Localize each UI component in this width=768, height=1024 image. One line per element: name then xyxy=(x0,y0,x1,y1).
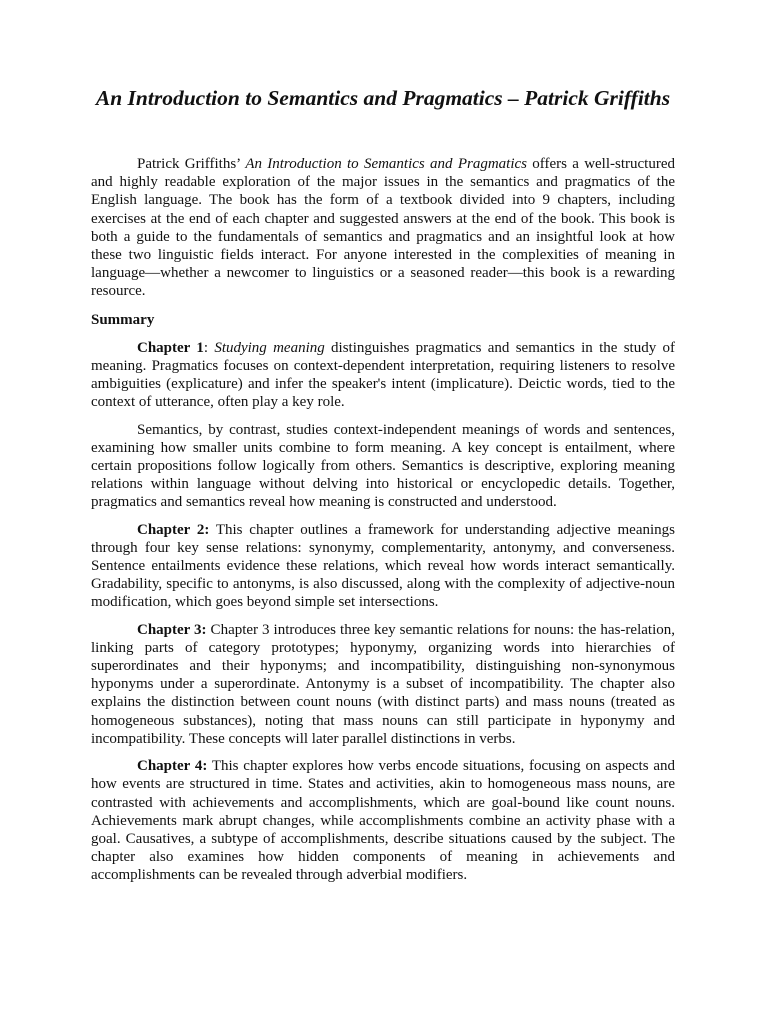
chapter-2-label: Chapter 2: xyxy=(137,521,210,538)
intro-book-title: An Introduction to Semantics and Pragmatics xyxy=(245,156,527,172)
intro-paragraph xyxy=(91,155,675,301)
chapter-3-text: Chapter 3 introduces three key semantic relations for nouns: the has-relation, linking parts of category prototypes; hyponymy, organizing words into hierarchies of superordinates and their hyponyms; and incompatibility, distinguishing non-synonymous hyponyms under a superordinate. Antonymy is a subset of incompatibility. The chapter also explains the distinction between count nouns (with distinct parts) and mass nouns (treated as homogeneous substances), noting that mass nouns can still participate in hyponymy and incompatibility. These concepts will later parallel distinctions in verbs. xyxy=(91,621,675,747)
summary-heading: Summary xyxy=(91,311,155,328)
chapter-1-text: distinguishes pragmatics and semantics in the study of meaning. Pragmatics focuses on context-dependent interpretation, requiring listeners to resolve ambiguities (explicature) and infer the speaker's intent (implicature). Deictic words, tied to the context of utterance, often play a key role. xyxy=(91,339,675,411)
chapter-1-label: Chapter 1 xyxy=(137,339,204,356)
chapter-4-text: This chapter explores how verbs encode situations, focusing on aspects and how events are structured in time. States and activities, akin to homogeneous mass nouns, are contrasted with achievements and accomplishments, which are goal-bound like count nouns. Achievements mark abrupt changes, while accomplishments combine an activity phase with a goal. Causatives, a subtype of accomplishments, describe situations caused by the subject. The chapter also examines how hidden components of meaning in achievements and accomplishments can be revealed through adverbial modifiers. xyxy=(91,758,675,884)
chapter-1-subtitle: Studying meaning xyxy=(214,339,325,356)
document-page xyxy=(91,84,675,894)
chapter-1-paragraph xyxy=(91,339,675,412)
chapter-4-paragraph xyxy=(91,757,675,884)
chapter-2-text: This chapter outlines a framework for understanding adjective meanings through four key sense relations: synonymy, complementarity, antonymy, and converseness. Sentence entailments evidence these relations, which reveal how words interact semantically. Gradability, specific to antonyms, is also discussed, along with the complexity of adjective-noun modification, which goes beyond simple set intersections. xyxy=(91,521,675,611)
intro-body: offers a well-structured and highly readable exploration of the major issues in the semantics and pragmatics of the English language. The book has the form of a textbook divided into 9 chapters, including exercises at the end of each chapter and suggested answers at the end of the book. This book is both a guide to the fundamentals of semantics and pragmatics and an insightful look at how these two linguistic fields interact. For anyone interested in the complexities of meaning in language—whether a newcomer to linguistics or a seasoned reader—this book is a rewarding resource. xyxy=(91,156,675,300)
chapter-1-colon: : xyxy=(203,339,215,356)
document-title: An Introduction to Semantics and Pragmatics – Patrick Griffiths xyxy=(95,86,671,110)
chapter-3-paragraph xyxy=(91,621,675,748)
semantics-paragraph: Semantics, by contrast, studies context-independent meanings of words and sentences, examining how smaller units combine to form meaning. A key concept is entailment, where certain propositions follow logically from others. Semantics is descriptive, exploring meaning relations within language without delving into historical or encyclopedic details. Together, pragmatics and semantics reveal how meaning is constructed and understood. xyxy=(91,421,675,511)
chapter-2-paragraph xyxy=(91,521,675,612)
chapter-4-label: Chapter 4: xyxy=(137,758,208,775)
intro-lead: Patrick Griffiths’ xyxy=(137,156,246,172)
chapter-3-label: Chapter 3: xyxy=(137,621,207,638)
